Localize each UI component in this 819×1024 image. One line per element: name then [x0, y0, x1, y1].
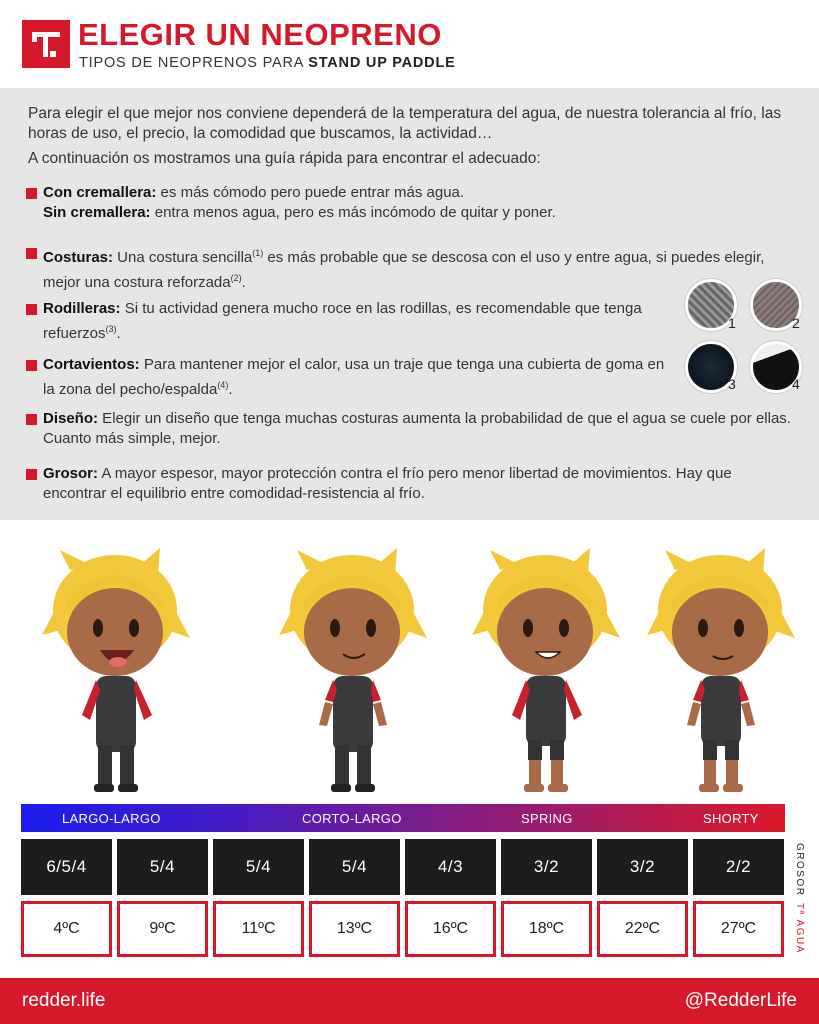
temperature-cell: 16ºC: [405, 901, 496, 957]
detail-number: 3: [728, 376, 736, 392]
temperature-cell: 27ºC: [693, 901, 784, 957]
thickness-cell: 3/2: [597, 839, 688, 895]
info-panel: Para elegir el que mejor nos conviene dependerá de la temperatura del agua, de nuestra tolerancia al frío, las horas de uso, el precio, la comodidad que buscamos, la actividad… A continuación os mostramos una guía rápida para encontrar el adecuado: Con cremallera: es más cómodo pero puede entrar más agua. Sin cremallera: entra menos agua, pero es más incómodo de quitar y poner. Costuras: Una costura sencilla$^{(1)}$ es más probable que se descosa con el uso y entre agua, si puedes elegir, mejor una costura reforzada$^{(2)}$. Rodilleras: Si tu actividad genera mucho roce en las rodillas, es recomendable que tenga refuerzos$^{(3)}$. Cortavientos: Para mantener mejor el calor, usa un traje que tenga una cubierta de goma en la zona del pecho/espalda$^{(4)}$. Diseño: Elegir un diseño que tenga muchas costuras aumenta la probabilidad de que el agua se cuele por ellas. Cuanto más simple, mejor. Grosor: A mayor espesor, mayor protección contra el frío pero menor libertad de movimientos. Hay que encontrar el equilibrio entre comodidad-resistencia al frío. 1 2 3 4: [0, 88, 819, 520]
character-spring-illustration: [460, 540, 630, 802]
type-label-corto-largo: CORTO-LARGO: [302, 811, 402, 826]
footer: [0, 978, 819, 1024]
footer-social-handle[interactable]: @RedderLife: [684, 990, 797, 1011]
temperature-cell: 22ºC: [597, 901, 688, 957]
temperature-cell: 9ºC: [117, 901, 208, 957]
thickness-cell: 3/2: [501, 839, 592, 895]
type-label-shorty: SHORTY: [703, 811, 759, 826]
header: [0, 0, 819, 88]
side-label-temperatura: Tª AGUA: [794, 903, 805, 954]
redder-logo-icon: [22, 20, 70, 68]
page-subtitle: TIPOS DE NEOPRENOS PARA STAND UP PADDLE: [79, 55, 456, 71]
bullet-square-icon: [26, 248, 37, 259]
wetsuit-type-bar: [21, 804, 785, 832]
thickness-cell: 5/4: [117, 839, 208, 895]
character-shorty-illustration: [635, 540, 805, 802]
type-label-largo-largo: LARGO-LARGO: [62, 811, 161, 826]
detail-number: 4: [792, 376, 800, 392]
detail-number: 1: [728, 315, 736, 331]
temperature-cell: 4ºC: [21, 901, 112, 957]
thickness-cell: 5/4: [213, 839, 304, 895]
side-label-grosor: GROSOR: [794, 843, 805, 897]
temperature-cell: 13ºC: [309, 901, 400, 957]
footer-website-link[interactable]: redder.life: [22, 990, 106, 1011]
character-largo-largo-illustration: [30, 540, 200, 802]
bullet-square-icon: [26, 469, 37, 480]
thickness-cell: 2/2: [693, 839, 784, 895]
bullet-square-icon: [26, 188, 37, 199]
thickness-cell: 5/4: [309, 839, 400, 895]
page-title: ELEGIR UN NEOPRENO: [78, 17, 442, 52]
bullet-square-icon: [26, 414, 37, 425]
intro-paragraph: Para elegir el que mejor nos conviene dependerá de la temperatura del agua, de nuestra tolerancia al frío, las horas de uso, el precio, la comodidad que buscamos, la actividad…: [28, 105, 782, 142]
bullet-square-icon: [26, 304, 37, 315]
temperature-cell: 18ºC: [501, 901, 592, 957]
intro-guide-line: A continuación os mostramos una guía rápida para encontrar el adecuado:: [28, 150, 541, 167]
detail-number: 2: [792, 315, 800, 331]
character-corto-largo-illustration: [267, 540, 437, 802]
thickness-cell: 4/3: [405, 839, 496, 895]
temperature-cell: 11ºC: [213, 901, 304, 957]
thickness-cell: 6/5/4: [21, 839, 112, 895]
type-label-spring: SPRING: [521, 811, 573, 826]
bullet-square-icon: [26, 360, 37, 371]
wetsuit-characters: [0, 540, 819, 802]
